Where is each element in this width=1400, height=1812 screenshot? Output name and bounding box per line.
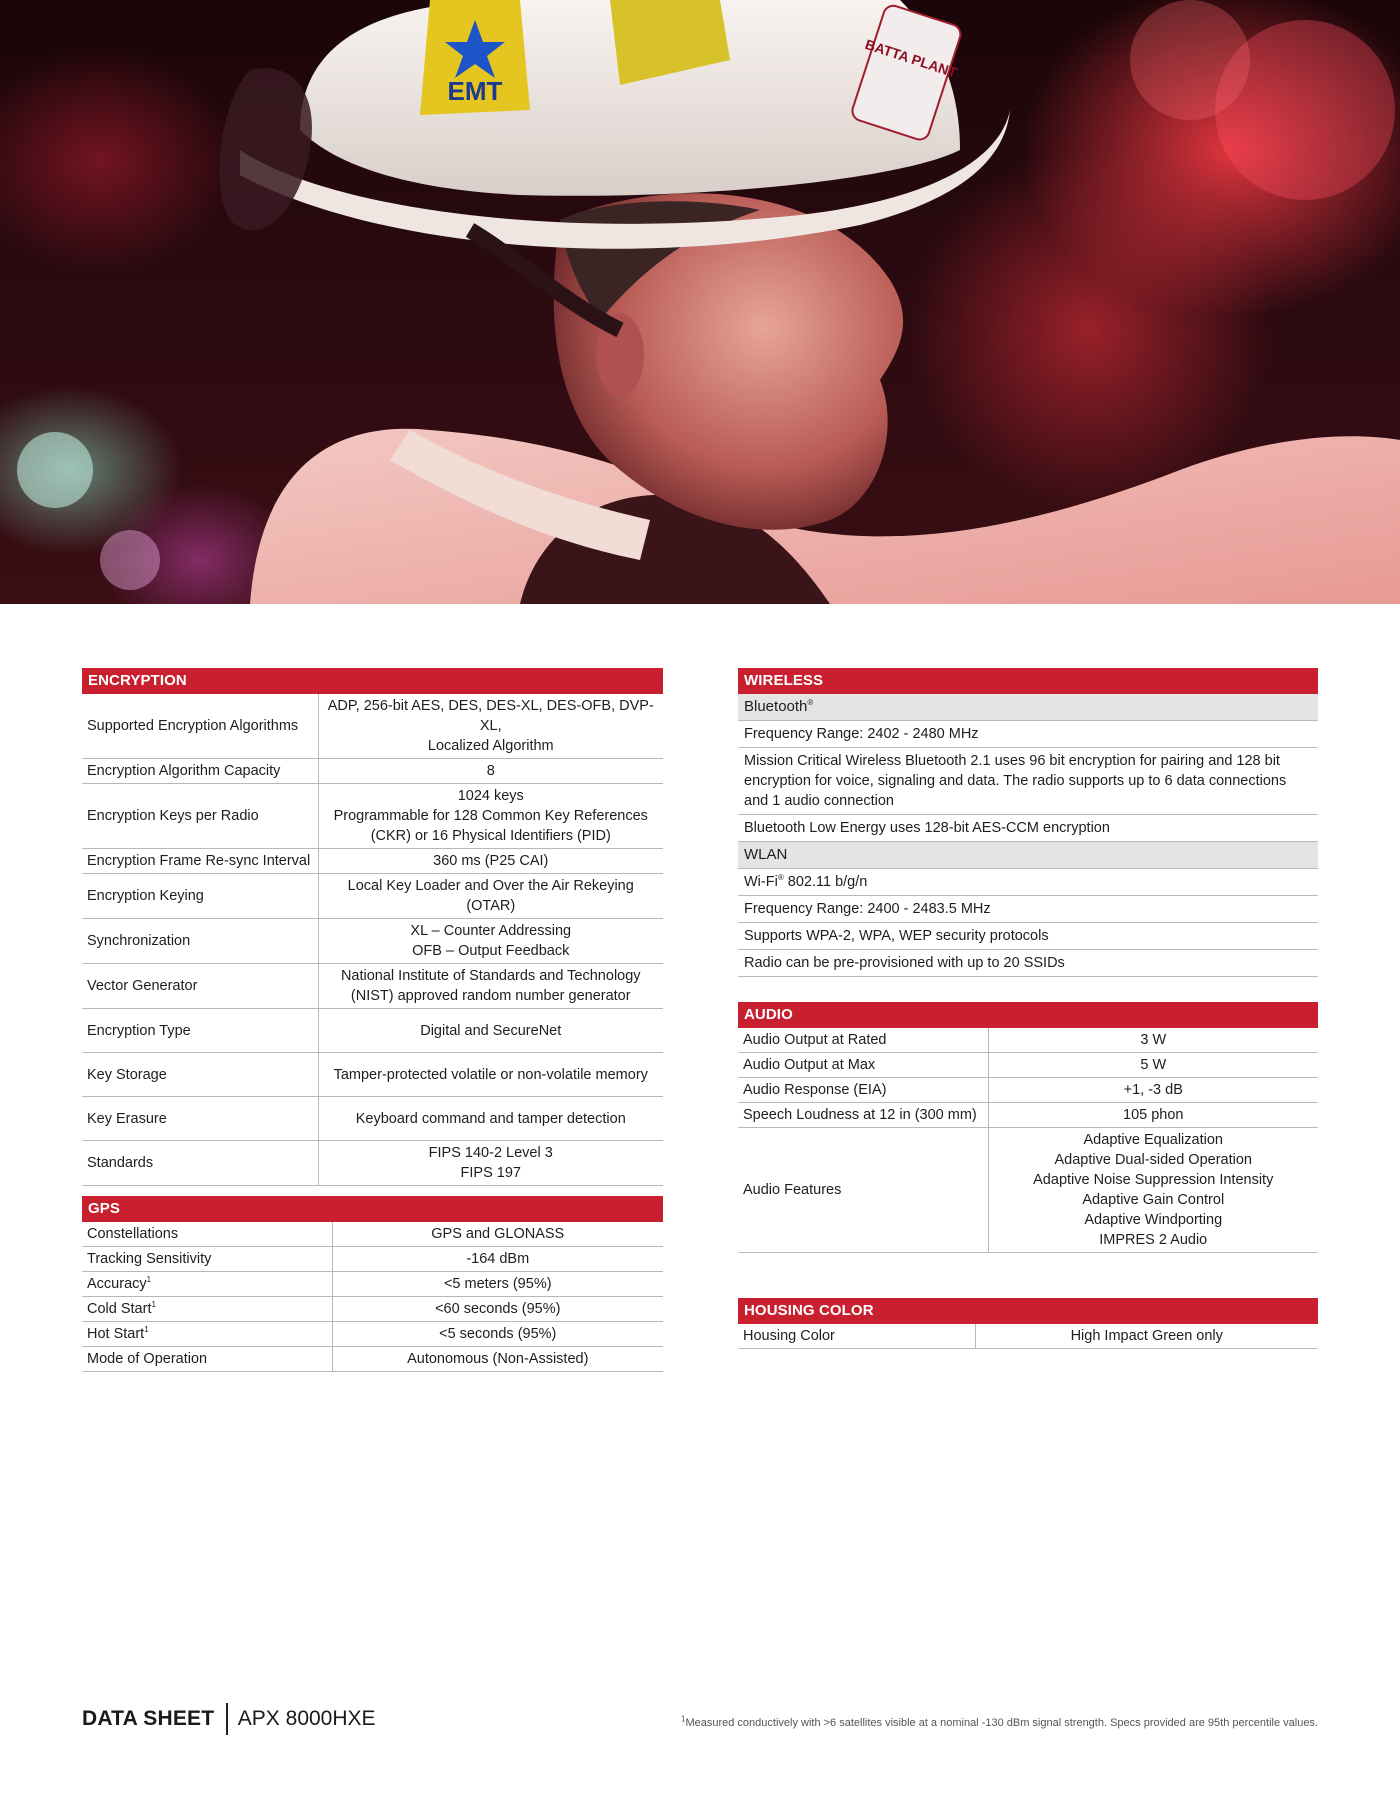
- table-row: [82, 1297, 663, 1322]
- table-row: [82, 1272, 663, 1297]
- row-label-text: Encryption Type: [87, 1022, 191, 1039]
- footnote-ref: 1: [151, 1300, 156, 1310]
- row-value-line: IMPRES 2 Audio: [1099, 1232, 1208, 1248]
- encryption-section: [82, 668, 663, 1186]
- table-row: [82, 694, 663, 759]
- housing-color-header: HOUSING COLOR: [738, 1298, 1318, 1324]
- row-value-line: Adaptive Equalization: [1083, 1132, 1223, 1148]
- row-value: -164 dBm: [332, 1247, 663, 1272]
- row-value-line: National Institute of Standards and Technology: [340, 968, 641, 984]
- row-label-text: Audio Output at Max: [743, 1057, 876, 1073]
- model-name: APX 8000HXE: [237, 1707, 376, 1730]
- row-value: [988, 1053, 1318, 1078]
- row-label-text: Encryption Keys per Radio: [87, 808, 259, 824]
- row-value-line: 1024 keys: [457, 788, 524, 804]
- row-text: Frequency Range: 2402 - 2480 MHz: [738, 721, 1318, 748]
- wireless-section: [738, 668, 1318, 977]
- row-value-line: 3 W: [1140, 1032, 1167, 1048]
- table-row: [82, 1053, 663, 1097]
- table-row: [82, 1141, 663, 1186]
- registered-mark: ®: [777, 873, 784, 883]
- table-row: [738, 1128, 1318, 1253]
- row-label: [738, 1053, 988, 1078]
- row-value: [318, 964, 663, 1009]
- row-label-text: Housing Color: [743, 1328, 835, 1344]
- row-value: <5 seconds (95%): [332, 1322, 663, 1347]
- bluetooth-label: Bluetooth: [744, 698, 808, 715]
- table-row: [82, 964, 663, 1009]
- table-row: [82, 1247, 663, 1272]
- row-label: [82, 1009, 318, 1053]
- row-label: [82, 874, 318, 919]
- row-value-line: 5 W: [1140, 1057, 1167, 1073]
- row-value: GPS and GLONASS: [332, 1222, 663, 1247]
- row-label-text: Accuracy: [87, 1276, 147, 1292]
- table-row: [738, 923, 1318, 950]
- row-label-text: Tracking Sensitivity: [87, 1251, 212, 1267]
- row-label-text: Standards: [87, 1155, 154, 1171]
- row-label-text: Audio Response (EIA): [743, 1082, 887, 1098]
- table-row: [82, 919, 663, 964]
- row-label: [82, 694, 318, 759]
- row-label-text: Encryption Keying: [87, 888, 204, 904]
- row-text: Radio can be pre-provisioned with up to 20 SSIDs: [738, 950, 1318, 977]
- row-value-line: +1, -3 dB: [1123, 1082, 1183, 1098]
- audio-table: [738, 1028, 1318, 1253]
- row-value: [318, 1009, 663, 1053]
- row-value-line: Keyboard command and tamper detection: [355, 1110, 626, 1127]
- housing-color-table: [738, 1324, 1318, 1349]
- row-label: [82, 1053, 318, 1097]
- footer-brand: [82, 1702, 376, 1736]
- row-value-line: 360 ms (P25 CAI): [433, 853, 549, 869]
- table-row: [82, 1347, 663, 1372]
- footer-divider: [226, 1703, 228, 1735]
- row-label-text: Constellations: [87, 1226, 179, 1242]
- hero-photo: [0, 0, 1400, 604]
- table-row: [738, 748, 1318, 815]
- wireless-table: [738, 694, 1318, 977]
- row-value-line: XL – Counter Addressing: [410, 923, 572, 939]
- encryption-header: ENCRYPTION: [82, 668, 663, 694]
- row-value-line: (CKR) or 16 Physical Identifiers (PID): [370, 828, 611, 844]
- row-value: [988, 1128, 1318, 1253]
- row-label-text: Audio Features: [743, 1182, 842, 1198]
- row-label-text: Key Storage: [87, 1066, 167, 1083]
- footnote-ref: 1: [144, 1325, 149, 1335]
- row-label-text: Synchronization: [87, 933, 191, 949]
- gps-section: [82, 1196, 663, 1372]
- table-row: [738, 950, 1318, 977]
- table-row: [82, 874, 663, 919]
- row-label: [82, 784, 318, 849]
- row-label: [82, 919, 318, 964]
- row-value-line: FIPS 140-2 Level 3: [428, 1145, 553, 1161]
- wifi-row: [738, 869, 1318, 896]
- row-label-text: Mode of Operation: [87, 1351, 208, 1367]
- row-text: Frequency Range: 2400 - 2483.5 MHz: [738, 896, 1318, 923]
- footnote-text: Measured conductively with >6 satellites visible at a nominal -130 dBm signal strength. Specs provided are 95th percentile values.: [685, 1717, 1318, 1729]
- row-label-text: Speech Loudness at 12 in (300 mm): [743, 1107, 977, 1123]
- table-row: [738, 1103, 1318, 1128]
- row-value: [988, 1028, 1318, 1053]
- audio-header: AUDIO: [738, 1002, 1318, 1028]
- table-row: [738, 1053, 1318, 1078]
- table-row: [82, 759, 663, 784]
- row-label-text: Hot Start: [87, 1326, 145, 1342]
- footnote-ref: 1: [146, 1275, 152, 1285]
- row-value-line: 105 phon: [1123, 1107, 1184, 1123]
- row-label-text: Audio Output at Rated: [743, 1032, 887, 1048]
- row-value-line: OFB – Output Feedback: [412, 943, 570, 959]
- wireless-header: WIRELESS: [738, 668, 1318, 694]
- table-row: [82, 1222, 663, 1247]
- row-value-line: Localized Algorithm: [427, 738, 554, 754]
- footnote: [681, 1714, 1318, 1729]
- data-sheet-label: DATA SHEET: [82, 1707, 215, 1730]
- registered-mark: ®: [807, 698, 814, 707]
- row-value-line: Programmable for 128 Common Key References: [333, 808, 648, 824]
- row-label: [738, 1078, 988, 1103]
- gps-table: [82, 1222, 663, 1372]
- row-value: High Impact Green only: [975, 1324, 1318, 1349]
- row-value: [318, 874, 663, 919]
- table-row: [82, 1009, 663, 1053]
- wlan-label: WLAN: [738, 842, 1318, 869]
- row-value: [318, 759, 663, 784]
- table-row: [738, 815, 1318, 842]
- wifi-label: Wi-Fi: [744, 874, 778, 890]
- table-row: [82, 784, 663, 849]
- row-label: [82, 849, 318, 874]
- row-value: [318, 1141, 663, 1186]
- row-value-line: FIPS 197: [460, 1165, 521, 1181]
- table-row: [738, 1324, 1318, 1349]
- row-value: <60 seconds (95%): [332, 1297, 663, 1322]
- row-label: [82, 1247, 332, 1272]
- table-row: [82, 1322, 663, 1347]
- table-row: [82, 849, 663, 874]
- row-label: [82, 1272, 332, 1297]
- row-label: [82, 1297, 332, 1322]
- row-value: [318, 1053, 663, 1097]
- audio-section: [738, 1002, 1318, 1253]
- table-row: [738, 896, 1318, 923]
- gps-header: GPS: [82, 1196, 663, 1222]
- row-label: [82, 1141, 318, 1186]
- row-value: [318, 849, 663, 874]
- table-row: [738, 721, 1318, 748]
- row-value-line: Local Key Loader and Over the Air Rekeying (OTAR): [347, 878, 634, 914]
- wifi-standard: 802.11 b/g/n: [783, 874, 868, 890]
- row-value-line: 8: [486, 763, 495, 779]
- row-value: Autonomous (Non-Assisted): [332, 1347, 663, 1372]
- housing-color-section: [738, 1298, 1318, 1349]
- row-value: [318, 919, 663, 964]
- row-label: [82, 1097, 318, 1141]
- row-value-line: Adaptive Gain Control: [1082, 1192, 1225, 1208]
- bluetooth-subheader: [738, 694, 1318, 721]
- row-label: [82, 759, 318, 784]
- row-value-line: (NIST) approved random number generator: [350, 988, 631, 1004]
- table-row: [82, 1097, 663, 1141]
- row-value-line: Digital and SecureNet: [420, 1022, 562, 1039]
- row-value: [318, 1097, 663, 1141]
- row-label-text: Encryption Frame Re-sync Interval: [87, 853, 311, 869]
- table-row: [738, 1078, 1318, 1103]
- row-value-line: Adaptive Dual-sided Operation: [1054, 1152, 1252, 1168]
- row-label: [82, 1222, 332, 1247]
- row-value: [988, 1103, 1318, 1128]
- row-value-line: ADP, 256-bit AES, DES, DES-XL, DES-OFB, DVP-XL,: [327, 698, 654, 734]
- encryption-table: [82, 694, 663, 1186]
- row-value-line: Adaptive Windporting: [1084, 1212, 1223, 1228]
- footnote-mark: 1: [681, 1714, 686, 1724]
- helmet-side-text: BATTA PLANT: [863, 35, 959, 81]
- row-value-line: Adaptive Noise Suppression Intensity: [1033, 1172, 1274, 1188]
- row-label: [82, 1322, 332, 1347]
- row-value: <5 meters (95%): [332, 1272, 663, 1297]
- row-label: [738, 1028, 988, 1053]
- row-label-text: Cold Start: [87, 1301, 152, 1317]
- row-label-text: Encryption Algorithm Capacity: [87, 763, 281, 779]
- row-label: [738, 1128, 988, 1253]
- firefighter-illustration: [0, 0, 1400, 604]
- row-label: [82, 964, 318, 1009]
- table-row: [738, 1028, 1318, 1053]
- row-label: [738, 1324, 975, 1349]
- row-value: [988, 1078, 1318, 1103]
- row-label: [738, 1103, 988, 1128]
- row-value: [318, 784, 663, 849]
- wlan-subheader: [738, 842, 1318, 869]
- row-text: Mission Critical Wireless Bluetooth 2.1 uses 96 bit encryption for pairing and 128 bit encryption for voice, signaling and data. The radio supports up to 6 data connections and 1 audio connection: [738, 748, 1318, 815]
- row-text: Supports WPA-2, WPA, WEP security protocols: [738, 923, 1318, 950]
- row-label-text: Vector Generator: [87, 978, 198, 994]
- row-value-line: Tamper-protected volatile or non-volatile memory: [333, 1066, 648, 1083]
- row-label-text: Key Erasure: [87, 1110, 167, 1127]
- row-value: [318, 694, 663, 759]
- row-text: Bluetooth Low Energy uses 128-bit AES-CCM encryption: [738, 815, 1318, 842]
- emt-emblem-text: EMT: [447, 76, 503, 106]
- row-label: [82, 1347, 332, 1372]
- row-label-text: Supported Encryption Algorithms: [87, 718, 299, 734]
